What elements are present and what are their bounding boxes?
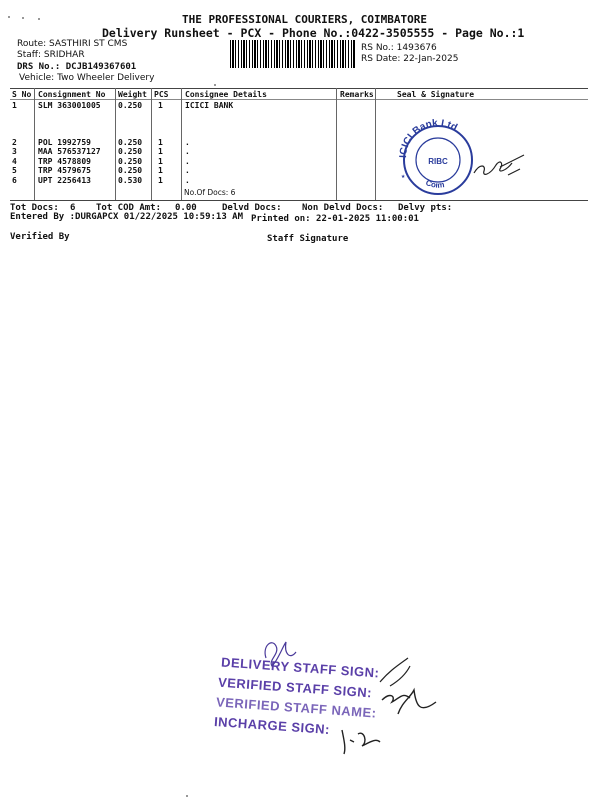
tot-cod-value: 0.00 [175, 203, 197, 213]
star-icon: ★ [401, 172, 406, 180]
row-sno: 5 [12, 166, 17, 175]
table-top-rule [10, 88, 588, 89]
rs-number: RS No.: 1493676 [361, 43, 437, 53]
row-weight: 0.250 [118, 157, 143, 166]
row-sno: 2 [12, 138, 17, 147]
row-sno: 6 [12, 176, 17, 185]
col-divider [151, 88, 152, 200]
vehicle-field: Vehicle: Two Wheeler Delivery [19, 73, 155, 83]
row-consignment: UPT 2256413 [38, 176, 91, 185]
row-sno: 4 [12, 157, 17, 166]
row-consignment: SLM 363001005 [38, 101, 101, 110]
stamp-delivery-staff-sign: DELIVERY STAFF SIGN: [220, 654, 380, 681]
header-remarks: Remarks [340, 90, 374, 99]
bank-seal-name: ICICI Bank Ltd [398, 118, 459, 159]
row-sno: 3 [12, 147, 17, 156]
scan-speck [8, 16, 10, 18]
col-divider [34, 88, 35, 200]
row-consignee: ICICI BANK [185, 101, 234, 110]
row-consignment: POL 1992759 [38, 138, 91, 147]
header-consignee: Consignee Details [185, 90, 267, 99]
scan-speck [186, 795, 188, 797]
delvy-pts-label: Delvy pts: [398, 203, 453, 213]
tot-cod-label: Tot COD Amt: [96, 203, 162, 213]
staff-signature-label: Staff Signature [267, 234, 349, 244]
scan-speck [22, 17, 24, 19]
row-pcs: 1 [158, 101, 163, 110]
scan-speck [38, 18, 40, 20]
table-header-rule [10, 99, 588, 100]
row-weight: 0.250 [118, 138, 143, 147]
drs-number: DRS No.: DCJB149367601 [17, 62, 137, 72]
tot-docs-label: Tot Docs: [10, 203, 59, 213]
row-consignee: . [185, 157, 190, 166]
row-consignee: . [185, 147, 190, 156]
row-weight: 0.250 [118, 101, 143, 110]
delvd-docs-label: Delvd Docs: [222, 203, 282, 213]
row-consignee: . [185, 138, 190, 147]
header-weight: Weight [118, 90, 147, 99]
entered-by: Entered By :DURGAPCX 01/22/2025 10:59:13 AM [10, 212, 243, 222]
bank-seal-city: Coim [424, 178, 445, 190]
row-sno: 1 [12, 101, 17, 110]
signature-scribble [470, 145, 530, 185]
row-pcs: 1 [158, 157, 163, 166]
row-consignment: TRP 4578809 [38, 157, 91, 166]
rs-date: RS Date: 22-Jan-2025 [361, 54, 459, 64]
header-pcs: PCS [154, 90, 169, 99]
table-bottom-rule [10, 200, 588, 201]
stamp-verified-staff-name: VERIFIED STAFF NAME: [215, 694, 378, 721]
stamp-incharge-sign: INCHARGE SIGN: [213, 713, 331, 738]
barcode [230, 40, 356, 68]
company-title: THE PROFESSIONAL COURIERS, COIMBATORE [182, 13, 428, 26]
row-pcs: 1 [158, 176, 163, 185]
verified-by: Verified By [10, 232, 70, 242]
row-weight: 0.530 [118, 176, 143, 185]
row-pcs: 1 [158, 138, 163, 147]
row-consignee: . [185, 176, 190, 185]
row-pcs: 1 [158, 147, 163, 156]
bank-seal-center: RIBC [428, 157, 448, 166]
non-delvd-docs-label: Non Delvd Docs: [302, 203, 384, 213]
tot-docs-value: 6 [70, 203, 76, 213]
col-divider [115, 88, 116, 200]
header-seal: Seal & Signature [397, 90, 475, 99]
handwritten-signatures [250, 630, 450, 760]
row-weight: 0.250 [118, 166, 143, 175]
row-consignment: TRP 4579675 [38, 166, 91, 175]
col-divider [375, 88, 376, 200]
header-sno: S No [12, 90, 32, 99]
row-consignee: . [185, 166, 190, 175]
col-divider [181, 88, 182, 200]
scan-speck [214, 84, 216, 86]
col-divider [336, 88, 337, 200]
stamp-verified-staff-sign: VERIFIED STAFF SIGN: [217, 674, 373, 701]
no-of-docs: No.Of Docs: 6 [184, 188, 236, 197]
printed-on: Printed on: 22-01-2025 11:00:01 [251, 214, 419, 224]
header-consignment: Consignment No [38, 90, 106, 99]
route-field: Route: SASTHIRI ST CMS [17, 39, 128, 49]
runsheet-title: Delivery Runsheet - PCX - Phone No.:0422-3505555 - Page No.:1 [102, 26, 525, 40]
row-weight: 0.250 [118, 147, 143, 156]
row-consignment: MAA 576537127 [38, 147, 101, 156]
staff-field: Staff: SRIDHAR [17, 50, 85, 60]
row-pcs: 1 [158, 166, 163, 175]
